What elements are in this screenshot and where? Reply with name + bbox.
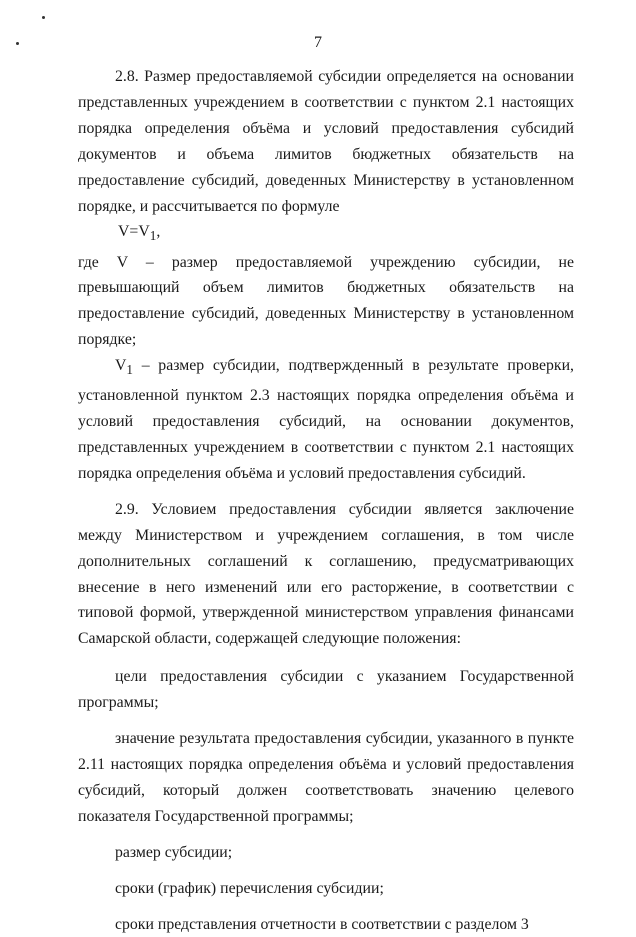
formula-subscript: 1 xyxy=(150,229,157,244)
list-item: размер субсидии; xyxy=(78,840,574,866)
page-number: 7 xyxy=(0,34,636,52)
formula-lhs: V=V xyxy=(118,223,150,240)
document-body xyxy=(78,64,574,937)
definition-v1-symbol: V xyxy=(115,357,126,374)
scan-speck xyxy=(42,16,45,19)
definition-v: где V – размер предоставляемой учреждению субсидии, не превышающий объем лимитов бюджетных обязательств на предоставление субсидий, доведенных Министерству в установленном порядке; xyxy=(78,250,574,354)
list-item: сроки представления отчетности в соответствии с разделом 3 xyxy=(78,912,574,937)
list-item: цели предоставления субсидии с указанием Государственной программы; xyxy=(78,664,574,716)
formula xyxy=(78,219,574,249)
paragraph-2-8: 2.8. Размер предоставляемой субсидии определяется на основании представленных учреждением в соответствии с пунктом 2.1 настоящих порядка определения объёма и условий предоставления субсидий документов и объема лимитов бюджетных обязательств на предоставление субсидий, доведенных Министерству в установленном порядке, и рассчитывается по формуле xyxy=(78,64,574,219)
list-item: значение результата предоставления субсидии, указанного в пункте 2.11 настоящих порядка определения объёма и условий предоставления субсидий, который должен соответствовать значению целевого показателя Государственной программы; xyxy=(78,726,574,830)
definition-v1-subscript: 1 xyxy=(126,362,133,377)
paragraph-2-9: 2.9. Условием предоставления субсидии является заключение между Министерством и учреждением соглашения, в том числе дополнительных соглашений к соглашению, предусматривающих внесение в него изменений или его расторжение, в соответствии с типовой формой, утвержденной министерством управления финансами Самарской области, содержащей следующие положения: xyxy=(78,497,574,652)
definition-v1-text: – размер субсидии, подтвержденный в результате проверки, установленной пунктом 2.3 настоящих порядка определения объёма и условий предоставления субсидий, на основании документов, представленных учреждением в соответствии с пунктом 2.1 настоящих порядка определения объёма и условий предоставления субсидий. xyxy=(78,357,574,482)
definition-v1 xyxy=(78,353,574,487)
list-item: сроки (график) перечисления субсидии; xyxy=(78,876,574,902)
formula-tail: , xyxy=(156,223,160,240)
